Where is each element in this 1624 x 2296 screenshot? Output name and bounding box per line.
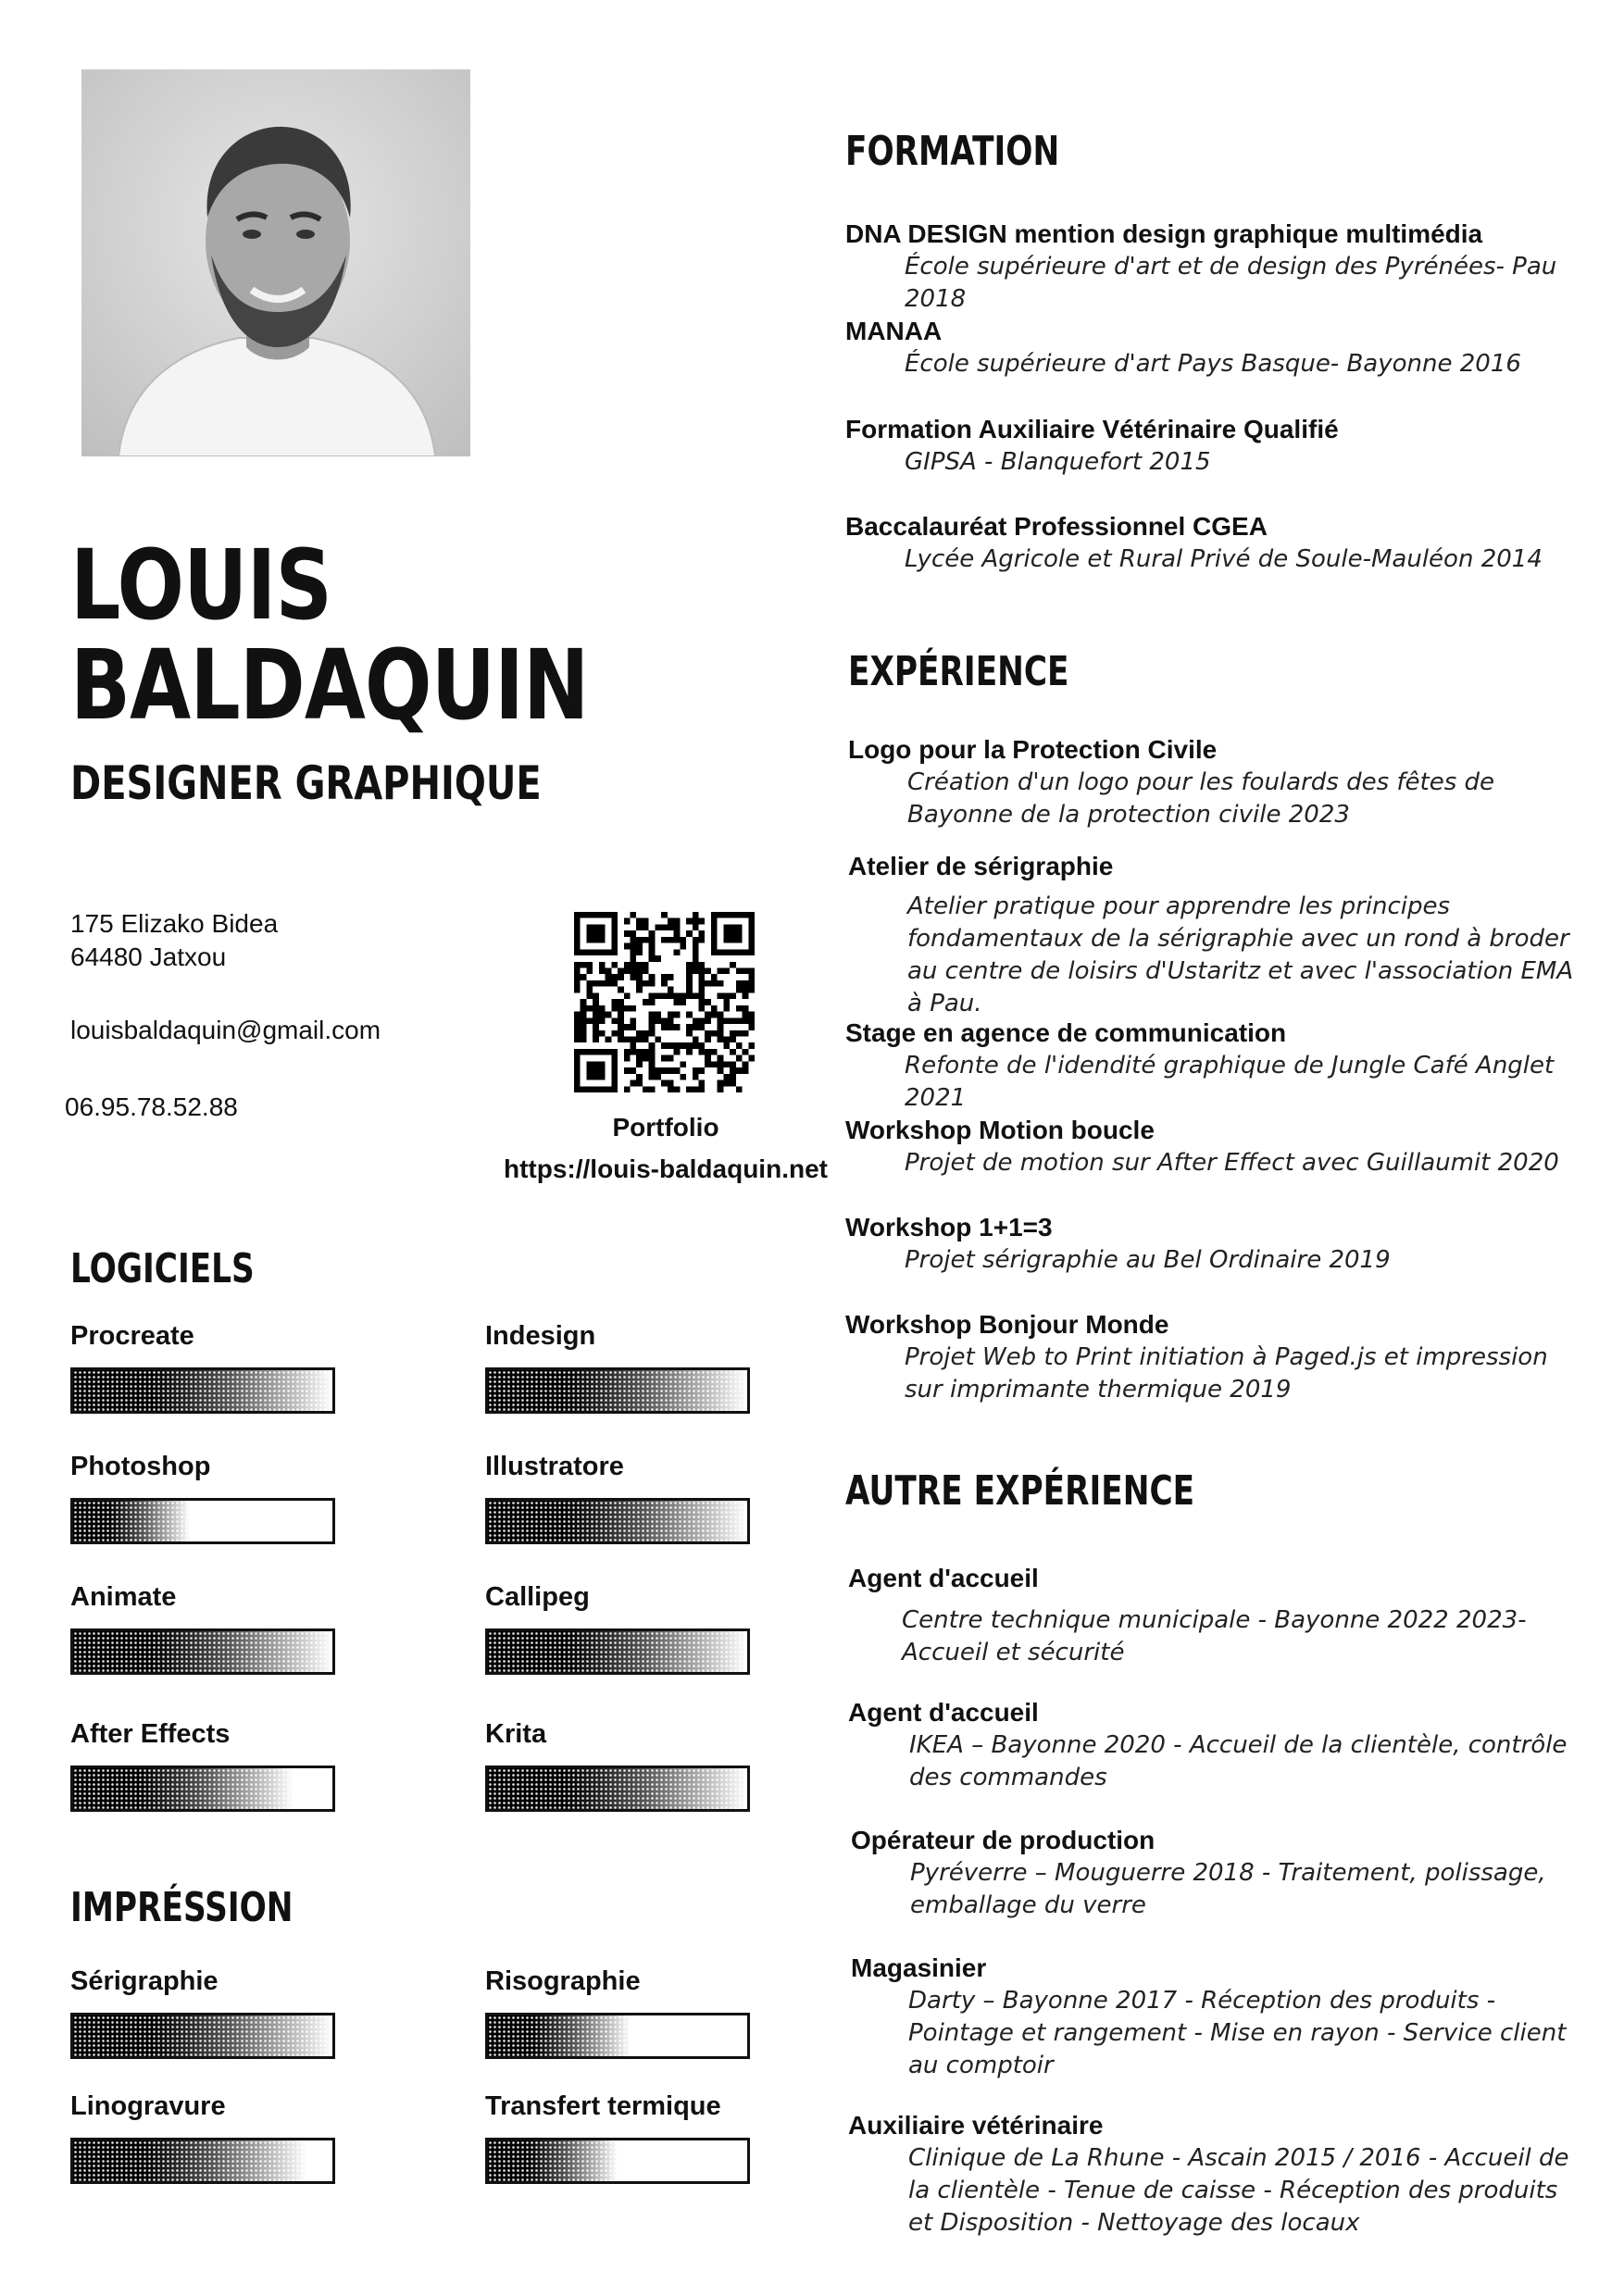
- skill-label: Krita: [485, 1719, 547, 1749]
- other-experience-item: [851, 1824, 1577, 1922]
- skill-label: Indesign: [485, 1321, 596, 1351]
- entry-description: Refonte de l'idendité graphique de Jungle Café Anglet 2021: [905, 1052, 1555, 1112]
- entry-title: Workshop Bonjour Monde: [845, 1310, 1169, 1339]
- address-line1: 175 Elizako Bidea: [70, 909, 279, 938]
- skill-illustrator: [485, 1450, 756, 1544]
- entry-title: Stage en agence de communication: [845, 1018, 1287, 1047]
- entry-description: Atelier pratique pour apprendre les principes fondamentaux de la sérigraphie avec un rond à broder au centre de loisirs d'Ustaritz et avec l'association EMA à Pau.: [907, 892, 1574, 1017]
- entry-description: Centre technique municipale - Bayonne 2022 2023- Accueil et sécurité: [902, 1606, 1527, 1666]
- entry-title: Workshop 1+1=3: [845, 1213, 1053, 1242]
- portfolio-label: Portfolio: [612, 1113, 719, 1142]
- skill-label: Sérigraphie: [70, 1966, 219, 1996]
- skill-label: Animate: [70, 1582, 177, 1612]
- qr-code[interactable]: [574, 912, 755, 1092]
- skill-animate: [70, 1580, 341, 1675]
- skill-label: Risographie: [485, 1966, 641, 1996]
- skill-indesign: [485, 1319, 756, 1414]
- entry-title: Atelier de sérigraphie: [848, 852, 1114, 880]
- name-first: LOUIS: [70, 529, 332, 642]
- email-link[interactable]: louisbaldaquin@gmail.com: [70, 1016, 381, 1044]
- entry-title: Baccalauréat Professionnel CGEA: [845, 512, 1268, 541]
- skill-label: Callipeg: [485, 1582, 590, 1612]
- entry-description: Pyréverre – Mouguerre 2018 - Traitement, polissage, emballage du verre: [910, 1859, 1546, 1919]
- software-section-title: LOGICIELS: [70, 1245, 255, 1292]
- skill-bar: [485, 2138, 750, 2184]
- formation-item: [845, 510, 1571, 576]
- entry-description: Lycée Agricole et Rural Privé de Soule-Mauléon 2014: [905, 545, 1543, 573]
- name-last: BALDAQUIN: [70, 629, 589, 742]
- skill-bar: [485, 1498, 750, 1544]
- address: [70, 907, 278, 974]
- profile-photo: [81, 69, 470, 456]
- experience-item: [848, 733, 1574, 831]
- skill-bar: [485, 1628, 750, 1675]
- skill-callipeg: [485, 1580, 756, 1675]
- skill-after-effects: [70, 1717, 341, 1812]
- skill-bar: [485, 1766, 750, 1812]
- skill-serigraphie: [70, 1965, 341, 2059]
- skill-bar: [70, 2138, 335, 2184]
- entry-title: Auxiliaire vétérinaire: [848, 2111, 1104, 2140]
- entry-title: DNA DESIGN mention design graphique multimédia: [845, 219, 1483, 248]
- other-experience-item: [848, 1562, 1568, 1669]
- other-experience-item: [848, 1696, 1576, 1794]
- skill-bar: [70, 1628, 335, 1675]
- entry-description: Création d'un logo pour les foulards des fêtes de Bayonne de la protection civile 2023: [907, 768, 1495, 829]
- entry-title: MANAA: [845, 317, 943, 345]
- entry-description: Darty – Bayonne 2017 - Réception des produits - Pointage et rangement - Mise en rayon - Service client au comptoir: [908, 1987, 1567, 2079]
- phone-number: 06.95.78.52.88: [65, 1092, 238, 1121]
- skill-label: Transfert termique: [485, 2091, 721, 2121]
- skill-photoshop: [70, 1450, 341, 1544]
- skill-label: Procreate: [70, 1321, 194, 1351]
- skill-risographie: [485, 1965, 756, 2059]
- entry-description: Projet de motion sur After Effect avec Guillaumit 2020: [905, 1149, 1559, 1177]
- experience-section-title: EXPÉRIENCE: [848, 648, 1069, 695]
- skill-label: Linogravure: [70, 2091, 226, 2121]
- skill-bar: [70, 1498, 335, 1544]
- entry-title: Logo pour la Protection Civile: [848, 735, 1218, 764]
- address-line2: 64480 Jatxou: [70, 942, 227, 971]
- formation-item: [845, 218, 1571, 316]
- entry-description: Clinique de La Rhune - Ascain 2015 / 2016 - Accueil de la clientèle - Tenue de caisse - Réception des produits et Disposition - Nettoyage des locaux: [908, 2144, 1569, 2237]
- entry-title: Agent d'accueil: [848, 1564, 1039, 1592]
- experience-item: [845, 1308, 1571, 1406]
- other-experience-item: [848, 2109, 1575, 2240]
- skill-bar: [485, 2013, 750, 2059]
- experience-item: [845, 1017, 1571, 1115]
- entry-title: Magasinier: [851, 1953, 987, 1982]
- other-experience-item: [851, 1952, 1575, 2082]
- entry-description: École supérieure d'art et de design des Pyrénées- Pau 2018: [905, 253, 1557, 313]
- portfolio-link[interactable]: https://louis-baldaquin.net: [504, 1154, 828, 1183]
- skill-label: Photoshop: [70, 1452, 211, 1481]
- entry-description: Projet sérigraphie au Bel Ordinaire 2019: [905, 1246, 1391, 1274]
- job-title: DESIGNER GRAPHIQUE: [70, 756, 542, 810]
- skill-krita: [485, 1717, 756, 1812]
- skill-linogravure: [70, 2090, 341, 2184]
- entry-description: IKEA – Bayonne 2020 - Accueil de la clientèle, contrôle des commandes: [909, 1731, 1568, 1791]
- printing-section-title: IMPRÉSSION: [70, 1884, 294, 1931]
- experience-item: [848, 850, 1574, 1020]
- skill-bar: [70, 1766, 335, 1812]
- skill-bar: [70, 1367, 335, 1414]
- skill-procreate: [70, 1319, 341, 1414]
- skill-label: After Effects: [70, 1719, 231, 1749]
- experience-item: [845, 1114, 1571, 1179]
- person-name: [70, 529, 589, 742]
- other-experience-section-title: AUTRE EXPÉRIENCE: [845, 1467, 1195, 1515]
- formation-section-title: FORMATION: [845, 128, 1060, 175]
- experience-item: [845, 1211, 1571, 1277]
- entry-title: Workshop Motion boucle: [845, 1116, 1155, 1144]
- entry-title: Agent d'accueil: [848, 1698, 1039, 1727]
- skill-label: Illustratore: [485, 1452, 624, 1481]
- skill-transfert-thermique: [485, 2090, 756, 2184]
- entry-description: École supérieure d'art Pays Basque- Bayonne 2016: [905, 350, 1521, 378]
- formation-item: [845, 315, 1571, 381]
- skill-bar: [70, 2013, 335, 2059]
- entry-description: GIPSA - Blanquefort 2015: [905, 448, 1211, 476]
- entry-title: Opérateur de production: [851, 1826, 1156, 1854]
- formation-item: [845, 413, 1571, 479]
- entry-description: Projet Web to Print initiation à Paged.js et impression sur imprimante thermique 2019: [905, 1343, 1548, 1404]
- skill-bar: [485, 1367, 750, 1414]
- entry-title: Formation Auxiliaire Vétérinaire Qualifié: [845, 415, 1339, 443]
